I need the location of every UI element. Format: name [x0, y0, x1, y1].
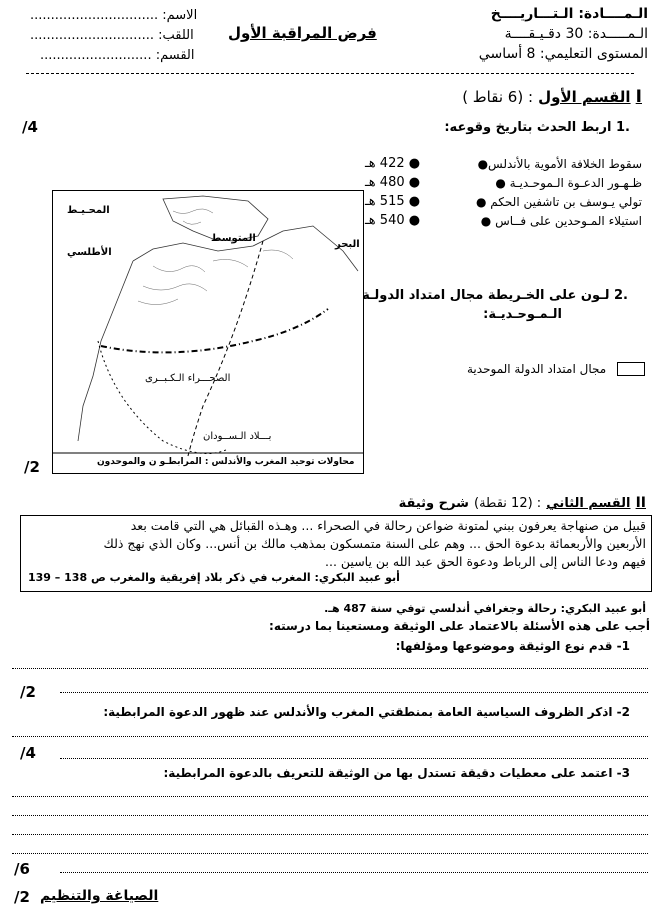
date-item[interactable]: ● 515 هـ [365, 194, 421, 209]
part1-heading [462, 87, 642, 107]
footer-score: /2 [14, 888, 30, 906]
date-item[interactable]: ● 480 هـ [365, 175, 421, 190]
question-2: 2- اذكر الظروف السياسية العامة بمنطقتي المغرب والأندلس عند ظهور الدعوة المرابطية: [103, 705, 630, 719]
map-label-desert: الصحـــراء الـكـبــرى [145, 373, 231, 384]
page-title: فرض المراقبة الأول [228, 24, 377, 42]
part2-title: شرح وثيقة [398, 496, 469, 511]
part2-number: II [635, 495, 646, 511]
part2-points: : (12 نقطة) [474, 496, 542, 511]
answer-line[interactable] [60, 692, 648, 693]
score-doc-q1: /2 [20, 683, 36, 701]
map-label-sudan: بـــلاد الـســودان [203, 431, 272, 442]
part1-question-2-cont: الـمـوحـديـة: [483, 307, 562, 322]
footer-label: الصياغة والتنظيم [40, 888, 159, 904]
event-item[interactable]: تولي يـوسف بن تاشفين الحكم ● [476, 195, 642, 209]
date-item[interactable]: ● 422 هـ [365, 156, 421, 171]
part1-title: القسم الأول [538, 88, 631, 106]
class-field[interactable]: القسم: ........................... [40, 48, 195, 63]
part2-heading [399, 492, 646, 511]
header-divider [26, 73, 634, 74]
answer-line[interactable] [12, 796, 648, 797]
answer-line[interactable] [60, 872, 648, 873]
dates-list [365, 154, 420, 230]
document-line: قبيل من صنهاجة يعرفون ببني لمتونة ضواعن رحالة في الصحراء ... وهـذه القبائل هي التي قامت بعد [130, 518, 646, 533]
answer-line[interactable] [12, 853, 648, 854]
level-label: المستوى التعليمي: 8 أساسي [478, 46, 648, 62]
event-item[interactable]: سقوط الخلافة الأموية بالأندلس● [477, 157, 642, 171]
name-field[interactable]: الاسم: ............................... [30, 8, 198, 23]
map-label-ocean: المحـيـط [67, 205, 110, 216]
document-line: الأربعين والأربعمائة بدعوة الحق ... وهم على السنة متمسكون بمذهب مالك بن أنس... وكان الذي نهج ذلك [103, 536, 646, 551]
duration-label: الـمـــــدة: 30 دقـيـقــــة [504, 26, 648, 42]
events-list [476, 155, 642, 231]
part1-number: I [635, 87, 642, 107]
answer-line[interactable] [12, 815, 648, 816]
part1-points: : (6 نقاط ) [462, 88, 534, 106]
answer-line[interactable] [12, 668, 648, 669]
part1-question-2: .2 لـون على الخـريطة مجال امتداد الدولـة [362, 288, 628, 303]
score-q1: /4 [22, 118, 38, 136]
part1-question-1: .1 اربط الحدث بتاريخ وقوعه: [444, 120, 630, 135]
instruction: أجب على هذه الأسئلة بالاعتماد على الوثيقة ومستعينا بما درسته: [269, 619, 650, 633]
part2-label: القسم الثاني [546, 496, 631, 511]
event-item[interactable]: ظـهـور الدعـوة الـموحـديـة ● [495, 176, 642, 190]
score-q2: /2 [24, 458, 40, 476]
score-doc-q2: /4 [20, 744, 36, 762]
answer-line[interactable] [12, 736, 648, 737]
event-item[interactable]: استيلاء المـوحدين على فــاس ● [480, 214, 642, 228]
map-figure[interactable] [52, 190, 364, 474]
subject-label: الـمــــادة: الـتـــاريــــخ [490, 6, 648, 22]
document-line: فيهم ودعا الناس إلى الرباط ودعوة الحق عبد الله بن ياسين ... [325, 554, 646, 569]
map-label-mediterranean: المتوسط [211, 233, 256, 244]
question-3: 3- اعتمد على معطيات دقيقة تستدل بها من الوثيقة للتعريف بالدعوة المرابطية: [163, 766, 630, 780]
score-doc-q3: /6 [14, 860, 30, 878]
map-label-sea: البحر [335, 239, 360, 250]
surname-field[interactable]: اللقب: .............................. [30, 28, 194, 43]
author-note: أبو عبيد البكري: رحالة وجغرافي أندلسي توفي سنة 487 هـ. [324, 602, 646, 615]
document-source: أبو عبيد البكري: المغرب في ذكر بلاد إفريقية والمغرب ص 138 – 139 [28, 571, 400, 584]
legend-label: مجال امتداد الدولة الموحدية [467, 362, 607, 376]
map-label-atlantic: الأطلسي [67, 247, 112, 258]
question-1: 1- قدم نوع الوثيقة وموضوعها ومؤلفها: [395, 639, 630, 653]
legend-swatch[interactable] [617, 362, 645, 376]
answer-line[interactable] [12, 834, 648, 835]
answer-line[interactable] [60, 758, 648, 759]
date-item[interactable]: ● 540 هـ [365, 213, 421, 228]
map-caption: محاولات توحيد المغرب والأندلس : المرابطـو ن والموحدون [97, 457, 355, 467]
